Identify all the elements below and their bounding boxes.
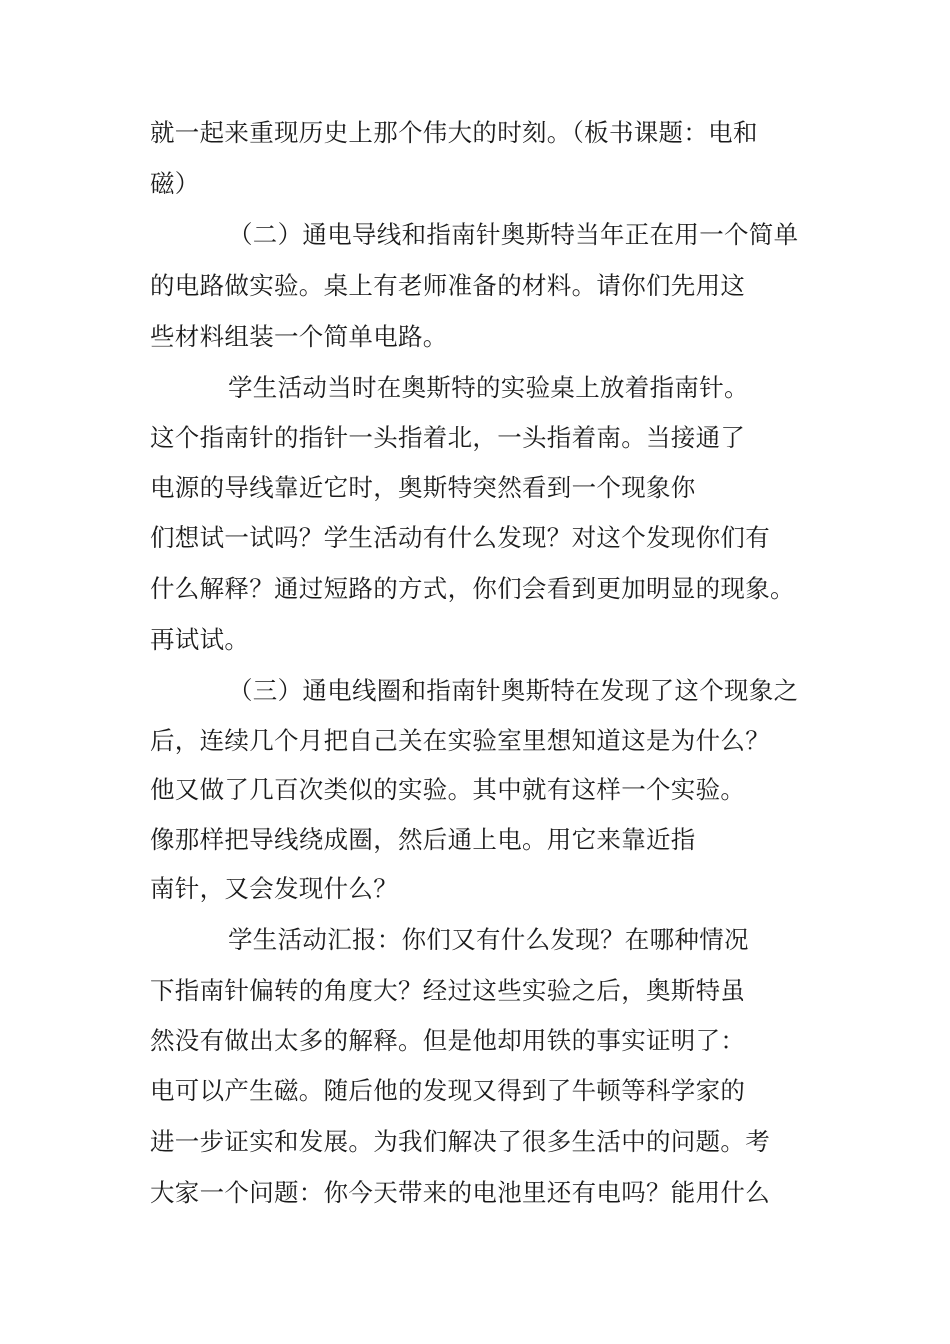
- text-line: 然没有做出太多的解释。但是他却用铁的事实证明了：: [150, 1026, 746, 1055]
- text-line: 电源的导线靠近它时，奥斯特突然看到一个现象你: [150, 473, 696, 502]
- text-line: 的电路做实验。桌上有老师准备的材料。请你们先用这: [150, 271, 746, 300]
- text-line: 磁）: [150, 169, 200, 198]
- text-line: 进一步证实和发展。为我们解决了很多生活中的问题。考: [150, 1127, 770, 1156]
- text-line: 南针，又会发现什么？: [150, 874, 398, 903]
- text-line: 下指南针偏转的角度大？经过这些实验之后，奥斯特虽: [150, 976, 746, 1005]
- text-line: 他又做了几百次类似的实验。其中就有这样一个实验。: [150, 775, 746, 804]
- paragraph-start-line: 学生活动当时在奥斯特的实验桌上放着指南针。: [228, 373, 749, 402]
- text-line: 们想试一试吗？学生活动有什么发现？对这个发现你们有: [150, 523, 770, 552]
- text-line: 像那样把导线绕成圈，然后通上电。用它来靠近指: [150, 825, 696, 854]
- text-line: 大家一个问题：你今天带来的电池里还有电吗？能用什么: [150, 1178, 770, 1207]
- paragraph-start-line: 学生活动汇报：你们又有什么发现？在哪种情况: [228, 925, 749, 954]
- text-line: 这个指南针的指针一头指着北，一头指着南。当接通了: [150, 423, 746, 452]
- text-line: 后，连续几个月把自己关在实验室里想知道这是为什么？: [150, 726, 770, 755]
- text-line: 些材料组装一个简单电路。: [150, 322, 448, 351]
- section-heading-line: （三）通电线圈和指南针奥斯特在发现了这个现象之: [228, 676, 799, 705]
- text-line: 电可以产生磁。随后他的发现又得到了牛顿等科学家的: [150, 1076, 746, 1105]
- text-line: 什么解释？通过短路的方式，你们会看到更加明显的现象。: [150, 574, 795, 603]
- text-line: 就一起来重现历史上那个伟大的时刻。（板书课题：电和: [150, 118, 758, 147]
- section-heading-line: （二）通电导线和指南针奥斯特当年正在用一个简单: [228, 220, 799, 249]
- text-line: 再试试。: [150, 625, 250, 654]
